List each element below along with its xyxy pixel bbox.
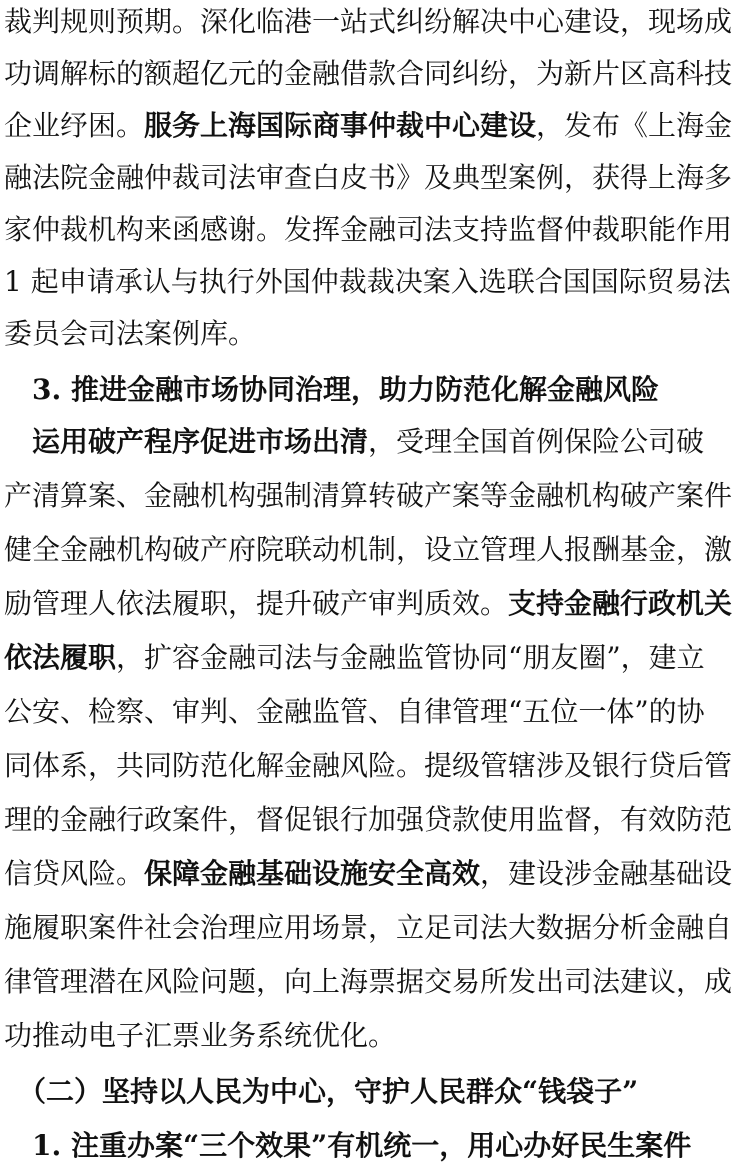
section-heading-line: [4, 1062, 696, 1122]
bold-text: 3. 推进金融市场协同治理，助力防范化解金融风险: [4, 373, 659, 406]
body-text: ，发布《上海金: [536, 109, 732, 142]
body-text: ，建设涉金融基础设: [480, 857, 732, 890]
body-text: 健全金融机构破产府院联动机制，设立管理人报酬基金，激: [4, 533, 732, 566]
paragraph-line: [4, 898, 732, 958]
body-text: ，扩容金融司法与金融监管协同“朋友圈”，建立: [116, 641, 705, 674]
bold-text: 运用破产程序促进市场出清: [4, 425, 369, 458]
body-text: 理的金融行政案件，督促银行加强贷款使用监督，有效防范: [4, 803, 732, 836]
body-text: 同体系，共同防范化解金融风险。提级管辖涉及银行贷后管: [4, 749, 732, 782]
bold-text: 依法履职: [4, 641, 117, 674]
body-text: 功调解标的额超亿元的金融借款合同纠纷，为新片区高科技: [4, 57, 732, 90]
paragraph-line: [4, 252, 731, 312]
body-text: 家仲裁机构来函感谢。发挥金融司法支持监督仲裁职能作用: [4, 213, 732, 246]
paragraph-line: [4, 466, 732, 526]
body-text: 功推动电子汇票业务系统优化。: [4, 1019, 397, 1052]
body-text: 公安、检察、审判、金融监管、自律管理“五位一体”的协: [4, 695, 705, 728]
body-text: 产清算案、金融机构强制清算转破产案等金融机构破产案件: [4, 479, 732, 512]
section-heading-line: [4, 360, 696, 420]
bold-text: 支持金融行政机关: [508, 587, 732, 620]
bold-text: 保障金融基础设施安全高效: [144, 857, 481, 890]
paragraph-line: [4, 628, 705, 688]
paragraph-line: [4, 304, 696, 364]
paragraph-line: [4, 682, 705, 742]
body-text: 励管理人依法履职，提升破产审判质效。: [4, 587, 509, 620]
paragraph-line: [4, 574, 732, 634]
body-text: 融法院金融仲裁司法审查白皮书》及典型案例，获得上海多: [4, 161, 732, 194]
paragraph-line: [4, 44, 732, 104]
section-heading-line: [4, 1116, 696, 1176]
paragraph-line: [4, 952, 732, 1012]
bold-text: （二）坚持以人民为中心，守护人民群众“钱袋子”: [4, 1075, 639, 1108]
body-text: 企业纾困。: [4, 109, 145, 142]
body-text: 律管理潜在风险问题，向上海票据交易所发出司法建议，成: [4, 965, 732, 998]
paragraph-line: [4, 148, 732, 208]
body-text: 1 起申请承认与执行外国仲裁裁决案入选联合国国际贸易法: [4, 265, 731, 298]
bold-text: 服务上海国际商事仲裁中心建设: [144, 109, 537, 142]
paragraph-line: [4, 844, 732, 904]
body-text: 裁判规则预期。深化临港一站式纠纷解决中心建设，现场成: [4, 5, 732, 38]
bold-text: 1. 注重办案“三个效果”有机统一，用心办好民生案件: [4, 1129, 692, 1162]
body-text: 施履职案件社会治理应用场景，立足司法大数据分析金融自: [4, 911, 732, 944]
paragraph-line: [4, 790, 732, 850]
paragraph-line: [4, 96, 732, 156]
paragraph-line: [4, 412, 705, 472]
body-text: 委员会司法案例库。: [4, 317, 257, 350]
paragraph-line: [4, 520, 732, 580]
paragraph-line: [4, 736, 732, 796]
paragraph-line: [4, 200, 732, 260]
paragraph-line: [4, 1006, 696, 1066]
body-text: ，受理全国首例保险公司破: [368, 425, 705, 458]
body-text: 信贷风险。: [4, 857, 145, 890]
